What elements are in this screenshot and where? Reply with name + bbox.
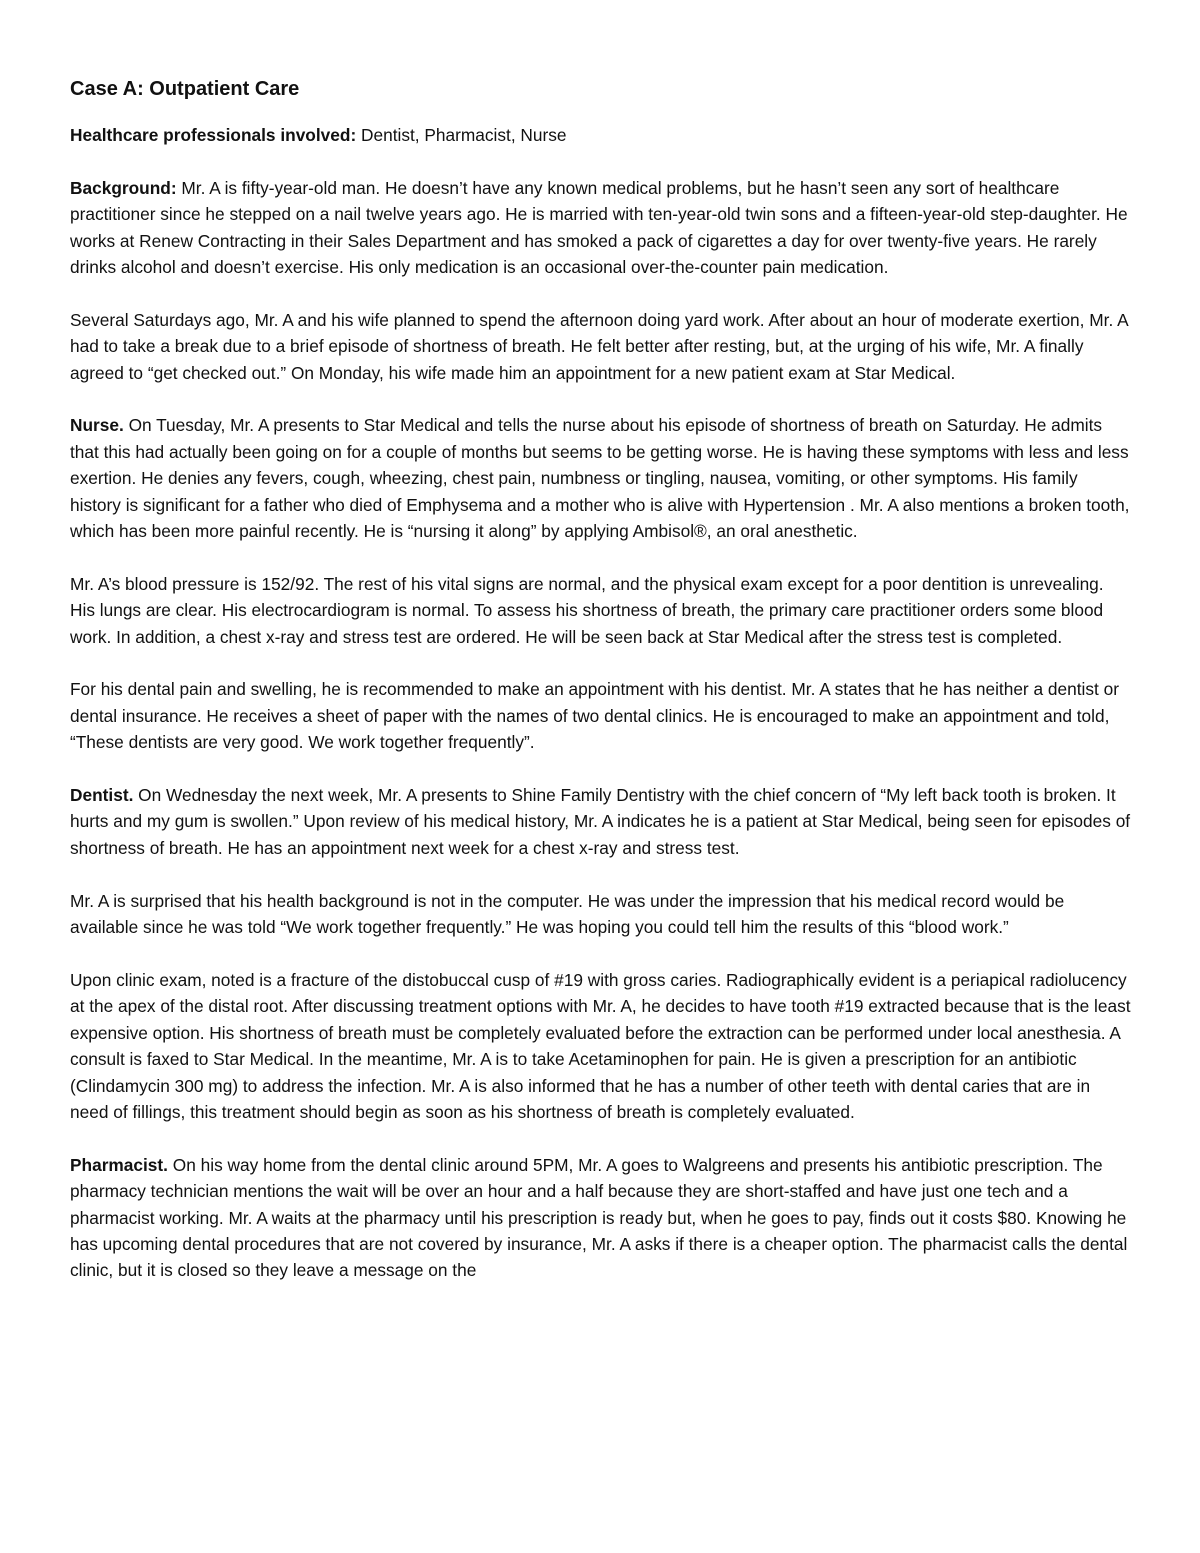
dental-referral-paragraph: For his dental pain and swelling, he is recommended to make an appointment with his dentist. Mr. A states that he has neither a dentist or dental insurance. He receives a sheet of paper with the names of two dental clinics. He is encouraged to make an appointment and told, “These dentists are very good. We work together frequently”.: [70, 679, 1119, 753]
dentist-text: On Wednesday the next week, Mr. A presents to Shine Family Dentistry with the chief concern of “My left back tooth is broken. It hurts and my gum is swollen.” Upon review of his medical history, Mr. A indicates he is a patient at Star Medical, being seen for episodes of shortness of breath. He has an appointment next week for a chest x-ray and stress test.: [70, 785, 1131, 858]
professionals-paragraph: [70, 122, 1132, 148]
dentist-label: Dentist.: [70, 785, 134, 806]
case-document: [70, 76, 1132, 1310]
surprised-paragraph: Mr. A is surprised that his health background is not in the computer. He was under the impression that his medical record would be available since he was told “We work together frequently.” He was hoping you could tell him the results of this “blood work.”: [70, 890, 1065, 938]
document-title: Case A: Outpatient Care: [70, 78, 300, 100]
background-text: Mr. A is fifty-year-old man. He doesn’t have any known medical problems, but he hasn’t seen any sort of healthcare practitioner since he stepped on a nail twelve years ago. He is married with ten-year-old twin sons and a fifteen-year-old step-daughter. He works at Renew Contracting in their Sales Department and has smoked a pack of cigarettes a day for over twenty-five years. He rarely drinks alcohol and doesn’t exercise. His only medication is an occasional over-the-counter pain medication.: [70, 177, 1128, 278]
vitals-paragraph: Mr. A’s blood pressure is 152/92. The rest of his vital signs are normal, and the physical exam except for a poor dentition is unrevealing. His lungs are clear. His electrocardiogram is normal. To assess his shortness of breath, the primary care practitioner orders some blood work. In addition, a chest x-ray and stress test are ordered. He will be seen back at Star Medical after the stress test is completed.: [70, 573, 1104, 647]
nurse-label: Nurse.: [70, 415, 124, 436]
background-label: Background:: [70, 177, 177, 198]
pharmacist-label: Pharmacist.: [70, 1154, 168, 1175]
nurse-text: On Tuesday, Mr. A presents to Star Medical and tells the nurse about his episode of shortness of breath on Saturday. He admits that this had actually been going on for a couple of months but seems to be getting worse. He is having these symptoms with less and less exertion. He denies any fevers, cough, wheezing, chest pain, numbness or tingling, nausea, vomiting, or other symptoms. His family history is significant for a father who died of Emphysema and a mother who is alive with Hypertension . Mr. A also mentions a broken tooth, which has been more painful recently. He is “nursing it along” by applying Ambisol®, an oral anesthetic.: [70, 415, 1130, 542]
dentist-paragraph: [70, 782, 1132, 861]
nurse-paragraph: [70, 412, 1132, 544]
professionals-label: Healthcare professionals involved:: [70, 125, 357, 145]
exam-paragraph: Upon clinic exam, noted is a fracture of the distobuccal cusp of #19 with gross caries. Radiographically evident is a periapical radiolucency at the apex of the distal root. After discussing treatment options with Mr. A, he decides to have tooth #19 extracted because that is the least expensive option. His shortness of breath must be completely evaluated before the extraction can be performed under local anesthesia. A consult is faxed to Star Medical. In the meantime, Mr. A is to take Acetaminophen for pain. He is given a prescription for an antibiotic (Clindamycin 300 mg) to address the infection. Mr. A is also informed that he has a number of other teeth with dental caries that are in need of fillings, this treatment should begin as soon as his shortness of breath is completely evaluated.: [70, 969, 1131, 1122]
pharmacist-paragraph: [70, 1152, 1132, 1284]
professionals-text: Dentist, Pharmacist, Nurse: [356, 125, 567, 145]
background-paragraph: [70, 175, 1132, 281]
pharmacist-text: On his way home from the dental clinic around 5PM, Mr. A goes to Walgreens and presents his antibiotic prescription. The pharmacy technician mentions the wait will be over an hour and a half because they are short-staffed and have just one tech and a pharmacist working. Mr. A waits at the pharmacy until his prescription is ready but, when he goes to pay, finds out it costs $80. Knowing he has upcoming dental procedures that are not covered by insurance, Mr. A asks if there is a cheaper option. The pharmacist calls the dental clinic, but it is closed so they leave a message on the: [70, 1154, 1128, 1281]
saturday-paragraph: Several Saturdays ago, Mr. A and his wife planned to spend the afternoon doing yard work. After about an hour of moderate exertion, Mr. A had to take a break due to a brief episode of shortness of breath. He felt better after resting, but, at the urging of his wife, Mr. A finally agreed to “get checked out.” On Monday, his wife made him an appointment for a new patient exam at Star Medical.: [70, 309, 1128, 383]
